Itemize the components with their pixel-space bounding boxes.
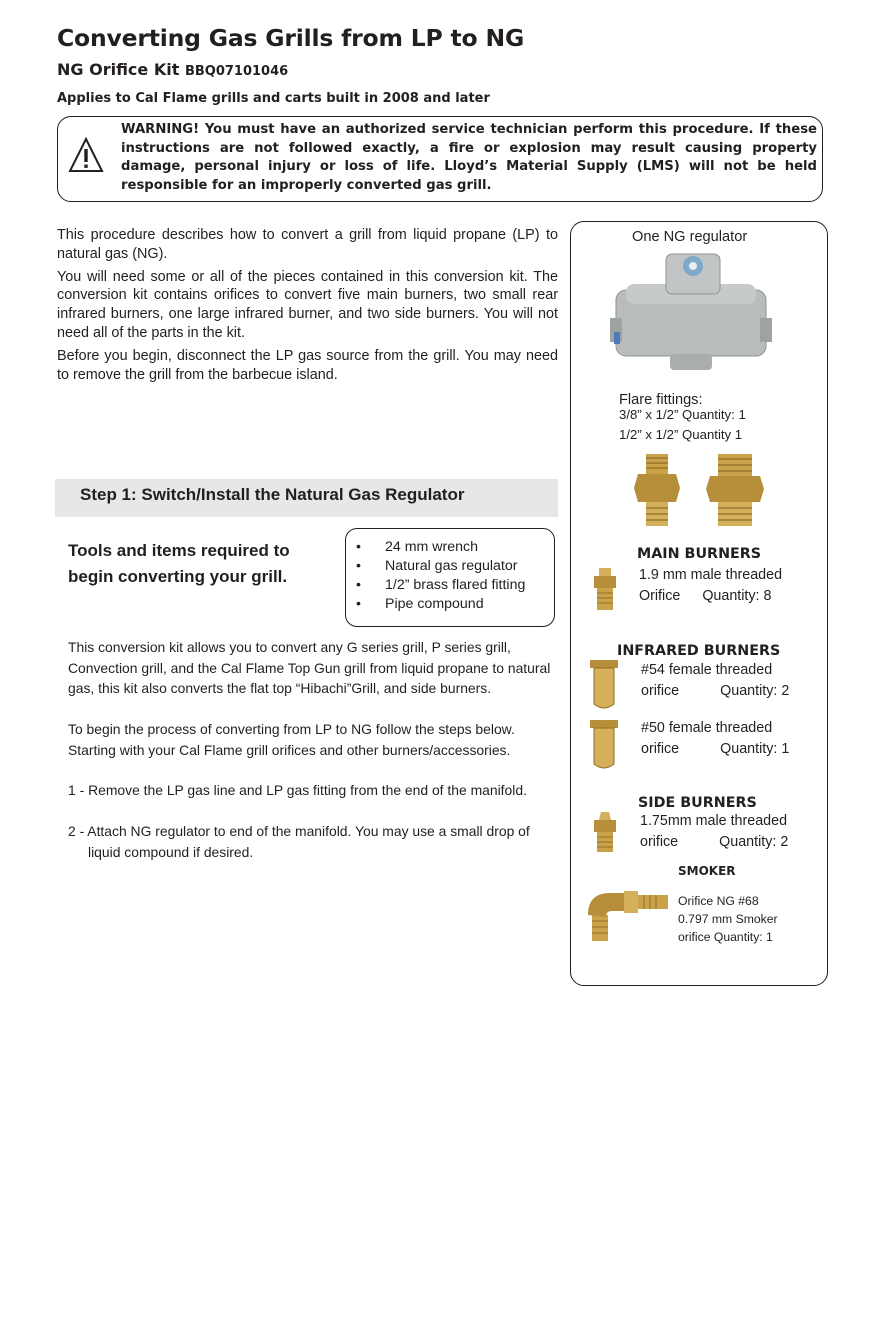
regulator-image	[610, 248, 772, 380]
bullet: •	[356, 558, 361, 574]
main-burners-heading: MAIN BURNERS	[637, 546, 762, 562]
bullet: •	[356, 577, 361, 593]
flare-fitting-large-image	[704, 452, 766, 528]
side-burners-heading: SIDE BURNERS	[638, 795, 757, 811]
intro-section	[57, 226, 558, 388]
warning-triangle-icon	[68, 136, 104, 174]
ir54-orifice-image	[588, 660, 620, 712]
main-orifice-qty: Quantity: 8	[702, 587, 772, 604]
step-title: Step 1: Switch/Install the Natural Gas Regulator	[80, 485, 465, 504]
flare-fitting-1: 3/8” x 1/2” Quantity: 1	[619, 407, 746, 422]
page-title: Converting Gas Grills from LP to NG	[57, 24, 525, 52]
step-instruction: 1 - Remove the LP gas line and LP gas fitting from the end of the manifold.	[68, 782, 527, 798]
intro-paragraph: You will need some or all of the pieces contained in this conversion kit. The conversion kit contains orifices to convert five main burners, two small rear infrared burners, one large infrared burner, and two side burners. You will not need all of the parts in the kit.	[57, 268, 558, 341]
smoker-heading: SMOKER	[678, 864, 736, 878]
step-instruction-line: liquid compound if desired.	[88, 843, 254, 860]
smoker-orifice-line: Orifice NG #68	[678, 894, 759, 908]
kit-name: NG Orifice Kit	[57, 60, 180, 79]
ir54-orifice-size: #54 female threaded	[641, 662, 773, 678]
intro-paragraph: This procedure describes how to convert a grill from liquid propane (LP) to natural gas (NG).	[57, 227, 558, 262]
tool-label: Pipe compound	[385, 596, 484, 612]
bullet: •	[356, 539, 361, 555]
step-instruction-line: 2 - Attach NG regulator to end of the manifold. You may use a small drop of	[68, 823, 530, 839]
ir50-text	[641, 718, 789, 759]
main-orifice-image	[591, 568, 619, 612]
regulator-label: One NG regulator	[632, 229, 748, 245]
infrared-burners-heading: INFRARED BURNERS	[617, 643, 781, 659]
bullet: •	[356, 596, 361, 612]
side-orifice-qty: Quantity: 2	[719, 833, 789, 850]
main-orifice-size: 1.9 mm male threaded	[639, 567, 783, 583]
warning-text: WARNING! You must have an authorized service technician perform this procedure. If these instructions are not followed exactly, a fire or explosion may result causing property damage, personal injury or loss of life. Lloyd’s Material Supply (LMS) will not be held responsible for an improperly converted gas grill.	[121, 122, 817, 194]
list-item	[356, 595, 525, 614]
list-item	[356, 538, 525, 557]
side-burners-text	[640, 811, 788, 852]
side-orifice-type: orifice	[640, 833, 679, 850]
flare-fittings-label: Flare fittings:	[619, 392, 703, 408]
ir50-orifice-qty: Quantity: 1	[720, 740, 790, 757]
kit-code: BBQ07101046	[184, 64, 289, 79]
applies-note: Applies to Cal Flame grills and carts built in 2008 and later	[57, 91, 490, 106]
tool-label: Natural gas regulator	[385, 558, 518, 574]
smoker-text	[678, 893, 778, 946]
list-item	[356, 576, 525, 595]
ir50-orifice-type: orifice	[641, 740, 680, 757]
main-orifice-type: Orifice	[639, 587, 681, 604]
tools-list	[356, 538, 525, 614]
smoker-orifice-line: 0.797 mm Smoker	[678, 911, 778, 926]
side-orifice-image	[591, 812, 619, 854]
main-burners-text	[639, 565, 782, 606]
smoker-orifice-line: orifice Quantity: 1	[678, 929, 773, 944]
tool-label: 24 mm wrench	[385, 539, 479, 555]
flare-fitting-small-image	[632, 452, 682, 528]
tool-label: 1/2” brass flared fitting	[385, 577, 526, 593]
ir54-orifice-type: orifice	[641, 682, 680, 699]
smoker-fitting-image	[584, 885, 670, 943]
step-paragraph: To begin the process of converting from LP to NG follow the steps below. Starting with your Cal Flame grill orifices and other burners/accessories.	[68, 721, 515, 758]
list-item	[356, 557, 525, 576]
kit-subtitle	[57, 60, 288, 79]
ir50-orifice-image	[588, 720, 620, 772]
ir54-text	[641, 660, 789, 701]
flare-fitting-2: 1/2” x 1/2” Quantity 1	[619, 427, 743, 442]
step-paragraph: This conversion kit allows you to convert any G series grill, P series grill, Convection grill, and the Cal Flame Top Gun grill from liquid propane to natural gas, this kit also converts the flat top “Hibachi”Grill, and side burners.	[68, 639, 551, 697]
tools-title: Tools and items required to begin converting your grill.	[68, 541, 290, 586]
ir50-orifice-size: #50 female threaded	[641, 720, 773, 736]
intro-paragraph: Before you begin, disconnect the LP gas source from the grill. You may need to remove the grill from the barbecue island.	[57, 347, 558, 383]
side-orifice-size: 1.75mm male threaded	[640, 813, 788, 829]
step-instruction	[68, 821, 560, 862]
ir54-orifice-qty: Quantity: 2	[720, 682, 790, 699]
